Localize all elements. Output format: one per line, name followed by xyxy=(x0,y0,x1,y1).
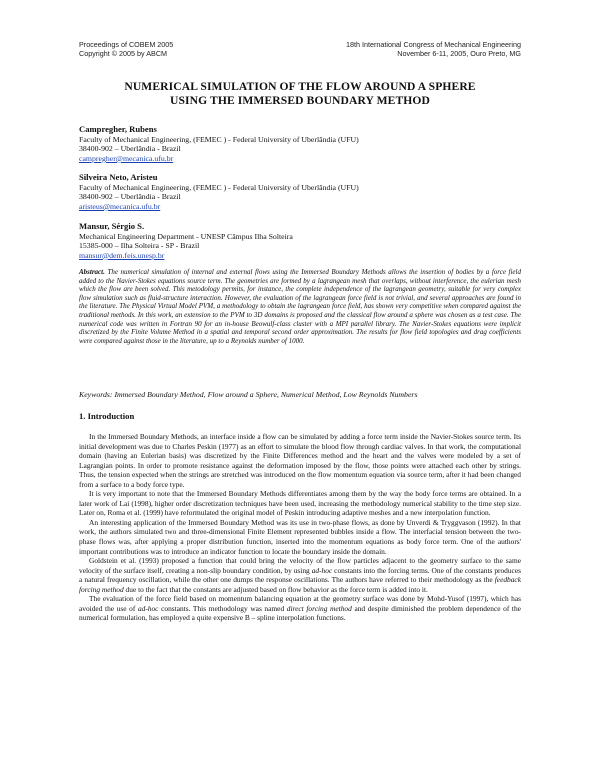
paragraph: It is very important to note that the Immersed Boundary Methods differentiates among them by the way the body force terms are obtained. In a later work of Lai (1998), higher order discretization techniques have been used, increasing the methodology numerical stability to the time step size. Later on, Roma et al. (1999) have reformulated the original model of Peskin introducing adaptive meshes and a new interpolation function. xyxy=(79,489,521,518)
author-address: 15385-000 – Ilha Solteira - SP - Brazil xyxy=(79,241,200,251)
author-affiliation: Faculty of Mechanical Engineering, (FEMEC ) - Federal University of Uberlândia (UFU) xyxy=(79,135,359,144)
author-name: Mansur, Sérgio S. xyxy=(79,221,145,231)
author-email-link[interactable]: mansur@dem.feis.unesp.br xyxy=(79,250,165,260)
paragraph-text: and despite diminished the problem dependence of the numerical formulation, has employed a quite expensive B – spline interpolation functions. xyxy=(79,603,521,623)
author-block xyxy=(79,172,539,211)
running-header-right xyxy=(346,40,521,58)
conference-name: Proceedings of COBEM 2005 xyxy=(79,40,174,49)
author-name: Silveira Neto, Aristeu xyxy=(79,172,158,182)
running-header-left xyxy=(79,40,173,58)
author-affiliation: Faculty of Mechanical Engineering, (FEMEC ) - Federal University of Uberlândia (UFU) xyxy=(79,183,359,192)
copyright-line: Copyright © 2005 by ABCM xyxy=(79,49,167,58)
author-email-link[interactable]: aristeus@mecanica.ufu.br xyxy=(79,201,161,211)
paragraph: In the Immersed Boundary Methods, an interface inside a flow can be simulated by adding a force term inside the Navier-Stokes source term. Its initial development was due to Charles Peskin (1977) as an effort to simulate the blood flow through cardiac valves. In that work, the computational domain (having an Eulerian basis) was discretized by the Finite Differences method and the heart and the valves were modeled by a set of Lagrangian points. In order to promote resistance against the deformation imposed by the flow, those points were attached each other by strings. Thus, the tension expected when the strings are stretched was introduced on the flow momentum equation via source term, after it had been changed from a surface to a body force type. xyxy=(79,432,521,489)
author-email-link[interactable]: campregher@mecanica.ufu.br xyxy=(79,153,174,163)
body-text xyxy=(79,432,521,623)
author-name: Campregher, Rubens xyxy=(79,124,157,134)
emphasis: feedback forcing method xyxy=(79,575,521,594)
abstract xyxy=(79,268,521,345)
paragraph: An interesting application of the Immersed Boundary Method was its use in two-phase flows, as done by Unverdi & Tryggvason (1992). In that work, the authors simulated two and three-dimensional Finite Element represented bubbles inside a flow. The interfacial tension between the two-phase flows was, after applying a proper distribution function, inserted into the momentum equations as body force term. One of the authors' important contributions was to introduce an indicator function to locate the boundary inside the domain. xyxy=(79,517,521,556)
author-block xyxy=(79,124,539,163)
keywords-label: Keywords: xyxy=(79,390,113,399)
congress-name: 18th International Congress of Mechanical Engineering xyxy=(345,40,521,49)
abstract-text: The numerical simulation of internal and external flows using the Immersed Boundary Methods allows the insertion of bodies by a force field added to the Navier-Stokes equations source term. The geometries are formed by a lagrangean mesh that overlaps, without interference, the eulerian mesh which the flow are been solved. This metodology permits, for instance, the complete independence of the lagrangean geometry, suitable for very complex flow simulation such as fluid-structure interaction. However, the evaluation of the lagrangean force field is not trivial, and several approaches are found in the literature. The Physical Virtual Model PVM, a methodology to obtain the lagrangean force field, has shown very competitive when compared against the traditional methods. In this work, an extension to the PVM to 3D domains is proposed and the classical flow around a sphere was chosen as a test case. The numerical code was written in Fortran 90 for an in-house Beowulf-class cluster with a MPI parallel library. The Navier-Stokes equations were implicit discretized by the Finite Volume Method in a spatial and temporal second order approximation. The results for flow field topologies and drag coefficients were compared against those in the literature, up to a Reynolds number of 1000. xyxy=(79,268,521,345)
emphasis: ad-hoc xyxy=(311,565,333,575)
author-address: 38400-902 – Uberlândia - Brazil xyxy=(79,144,181,154)
paragraph-text: due to the fact that the constants are adjusted based on flow behavior as the force term is added into it. xyxy=(125,584,428,594)
keywords xyxy=(79,390,521,399)
paragraph-text: The evaluation of the force field based on momentum balancing equation at the geometry surface was done by Mohd-Yusof (1997), which has avoided the use of xyxy=(79,594,521,613)
author-address: 38400-902 – Uberlândia - Brazil xyxy=(79,192,181,202)
paper-title xyxy=(79,80,521,108)
author-affiliation: Mechanical Engineering Department - UNESP Câmpus Ilha Solteira xyxy=(79,232,293,241)
keywords-text: Immersed Boundary Method, Flow around a Sphere, Numerical Method, Low Reynolds Numbers xyxy=(114,390,418,399)
abstract-label: Abstract. xyxy=(79,268,105,276)
emphasis: direct forcing method xyxy=(286,603,352,613)
paragraph-text: Goldstein et al. (1993) proposed a function that could bring the velocity of the flow particles adjacent to the geometry surface to the same velocity of the surface itself, creating a non-slip boundary condition, by using xyxy=(79,556,521,575)
paragraph-text: constants into the forcing terms. One of the constants produces a natural frequency oscillation, while the other one dumps the response oscillations. The authors have referred to their methodology as the xyxy=(79,565,521,585)
paper-title-line-1: NUMERICAL SIMULATION OF THE FLOW AROUND A SPHERE xyxy=(124,80,476,93)
paragraph xyxy=(79,594,521,623)
section-heading: 1. Introduction xyxy=(79,411,135,421)
paper-title-line-2: USING THE IMMERSED BOUNDARY METHOD xyxy=(169,94,430,107)
emphasis: ad-hoc xyxy=(137,603,159,613)
congress-date-place: November 6-11, 2005, Ouro Preto, MG xyxy=(397,49,521,58)
author-block xyxy=(79,221,539,260)
paragraph-text: constants. This methodology was named xyxy=(161,603,285,613)
paragraph xyxy=(79,556,521,594)
